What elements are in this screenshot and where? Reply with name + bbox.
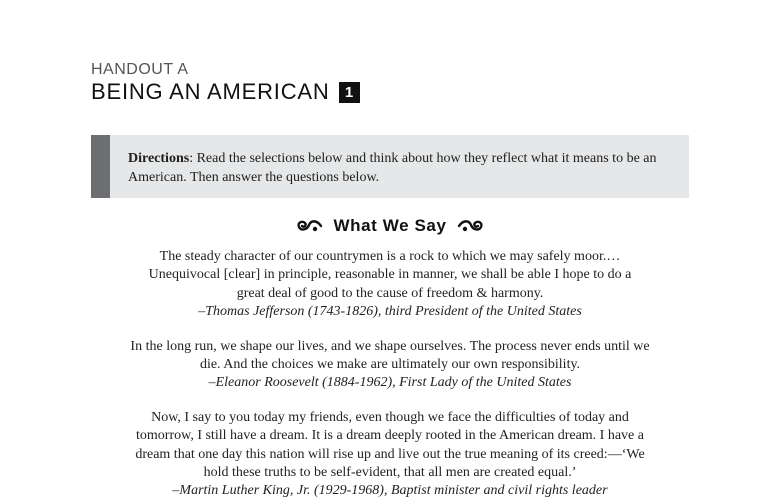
quote-line: Now, I say to you today my friends, even though we face the difficulties of today and <box>151 409 629 425</box>
directions-text <box>128 149 669 187</box>
quote-line: Unequivocal [clear] in principle, reasonable in manner, we shall be able I hope to do a <box>148 267 632 283</box>
handout-label: HANDOUT A <box>91 61 189 78</box>
quote-line: tomorrow, I still have a dream. It is a dream deeply rooted in the American dream. I have a <box>136 428 644 444</box>
quote-line: die. And the choices we make are ultimately our own responsibility. <box>199 357 581 373</box>
quote-jefferson <box>100 248 680 322</box>
quote-king <box>100 409 680 501</box>
quote-attribution: –Eleanor Roosevelt (1884-1962), First Lady of the United States <box>208 375 572 391</box>
quote-roosevelt <box>100 338 680 393</box>
directions-box <box>91 135 689 198</box>
quote-line: In the long run, we shape our lives, and we shape ourselves. The process never ends until we <box>130 338 650 354</box>
directions-body: : Read the selections below and think about how they reflect what it means to be an American. Then answer the questions below. <box>128 151 657 185</box>
quote-attribution: –Martin Luther King, Jr. (1929-1968), Baptist minister and civil rights leader <box>172 483 608 499</box>
section-heading: What We Say <box>333 216 447 235</box>
quote-line: dream that one day this nation will rise up and live out the true meaning of its creed:—‘We <box>135 446 645 462</box>
section-header <box>0 216 780 236</box>
quote-line: hold these truths to be self-evident, that all men are created equal.’ <box>203 465 577 481</box>
quotes-container <box>100 248 680 501</box>
handout-number-badge: 1 <box>339 82 360 103</box>
page-title: BEING AN AMERICAN <box>91 79 330 104</box>
quote-line: great deal of good to the cause of freedom & harmony. <box>236 285 544 301</box>
ornament-right-icon <box>457 217 485 235</box>
directions-label: Directions <box>128 151 190 166</box>
directions-accent-bar <box>91 135 110 198</box>
title-row <box>91 79 360 105</box>
quote-attribution: –Thomas Jefferson (1743-1826), third President of the United States <box>198 304 582 320</box>
ornament-left-icon <box>295 217 323 235</box>
quote-line: The steady character of our countrymen is a rock to which we may safely moor.… <box>159 249 621 264</box>
